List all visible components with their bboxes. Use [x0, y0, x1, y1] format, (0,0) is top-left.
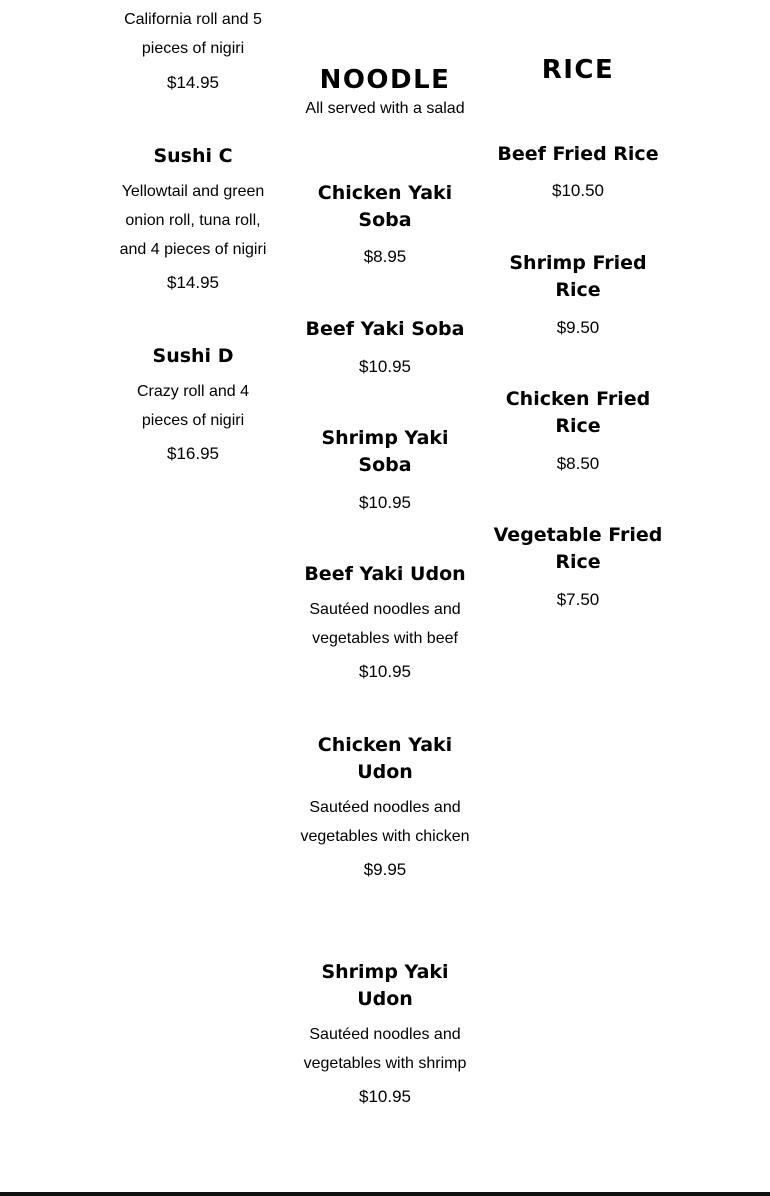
item-name: Sushi C	[153, 145, 233, 167]
bottom-divider	[0, 1192, 770, 1196]
menu-item-vegetable-fried-rice	[492, 522, 664, 611]
menu-item-chicken-yaki-udon	[300, 732, 470, 881]
item-name: Beef Yaki Soba	[305, 318, 465, 340]
item-name: Chicken Fried Rice	[505, 388, 651, 437]
item-price: $10.95	[359, 493, 411, 512]
item-price: $10.95	[359, 662, 411, 681]
section-subtitle: All served with a salad	[305, 100, 465, 117]
section-title: NOODLE	[319, 65, 451, 95]
menu-item-beef-fried-rice	[492, 141, 664, 202]
item-description: Sautéed noodles and vegetables with beef	[309, 601, 461, 647]
item-price: $8.95	[363, 247, 407, 266]
item-name: Beef Yaki Udon	[304, 563, 466, 585]
item-name: Shrimp Fried Rice	[509, 252, 647, 301]
item-name: Chicken Yaki Soba	[317, 182, 453, 231]
item-price: $14.95	[167, 273, 219, 292]
menu-item-shrimp-fried-rice	[492, 250, 664, 339]
item-price: $16.95	[167, 444, 219, 463]
item-name: Chicken Yaki Udon	[317, 734, 453, 783]
section-header-rice	[492, 55, 664, 85]
item-price: $7.50	[556, 590, 600, 609]
menu-item-shrimp-yaki-udon	[300, 959, 470, 1108]
item-price: $8.50	[556, 454, 600, 473]
item-description: Sautéed noodles and vegetables with shrimp	[303, 1026, 467, 1072]
menu-item-sushi-b	[112, 5, 274, 94]
item-description: California roll and 5 pieces of nigiri	[124, 11, 262, 57]
item-description: Crazy roll and 4 pieces of nigiri	[136, 383, 250, 429]
item-name: Beef Fried Rice	[497, 143, 659, 165]
section-header-noodle	[300, 65, 470, 121]
item-price: $10.50	[552, 181, 604, 200]
section-title: RICE	[541, 55, 615, 85]
menu-item-beef-yaki-udon	[300, 561, 470, 683]
menu-item-sushi-d	[112, 343, 274, 465]
item-price: $10.95	[359, 1087, 411, 1106]
item-name: Shrimp Yaki Udon	[321, 961, 449, 1010]
item-name: Shrimp Yaki Soba	[321, 427, 449, 476]
item-name: Sushi D	[152, 345, 234, 367]
item-price: $10.95	[359, 357, 411, 376]
item-price: $9.50	[556, 318, 600, 337]
menu-item-beef-yaki-soba	[300, 316, 470, 378]
item-name: Vegetable Fried Rice	[493, 524, 663, 573]
menu-item-sushi-c	[112, 143, 274, 294]
menu-item-chicken-fried-rice	[492, 386, 664, 475]
menu-item-shrimp-yaki-soba	[300, 425, 470, 514]
menu-item-chicken-yaki-soba	[300, 180, 470, 268]
item-description: Yellowtail and green onion roll, tuna roll, and 4 pieces of nigiri	[119, 183, 267, 258]
item-price: $9.95	[363, 860, 407, 879]
item-description: Sautéed noodles and vegetables with chicken	[300, 799, 470, 845]
item-price: $14.95	[167, 73, 219, 92]
